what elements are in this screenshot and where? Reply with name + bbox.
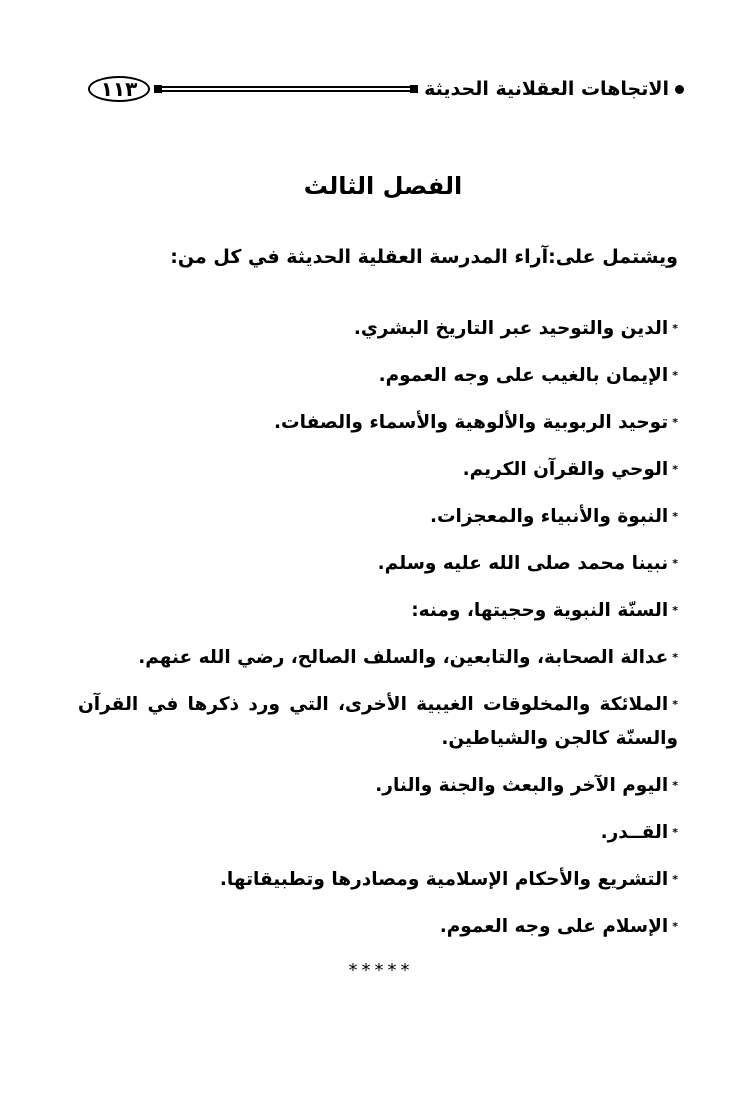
list-item bbox=[78, 359, 678, 393]
list-item bbox=[78, 594, 678, 628]
list-item-text: نبينا محمد صلى الله عليه وسلم. bbox=[377, 553, 669, 574]
asterisk-bullet-icon: * bbox=[672, 779, 678, 792]
list-item-text: النبوة والأنبياء والمعجزات. bbox=[429, 506, 669, 527]
list-item bbox=[78, 641, 678, 675]
list-item bbox=[78, 769, 678, 803]
asterisk-bullet-icon: * bbox=[672, 698, 678, 711]
list-item bbox=[78, 688, 678, 756]
list-item-text: الدين والتوحيد عبر التاريخ البشري. bbox=[353, 318, 669, 339]
asterisk-bullet-icon: * bbox=[672, 510, 678, 523]
header-double-line bbox=[162, 86, 410, 92]
asterisk-bullet-icon: * bbox=[672, 651, 678, 664]
page-header bbox=[88, 72, 684, 106]
list-item-text: الملائكة والمخلوقات الغيبية الأخرى، التي ورد ذكرها في القرآن والسنّة كالجن والشياطين. bbox=[78, 694, 678, 749]
list-item-text: عدالة الصحابة، والتابعين، والسلف الصالح، رضي الله عنهم. bbox=[138, 647, 669, 668]
closing-ornament: ***** bbox=[348, 960, 414, 981]
asterisk-bullet-icon: * bbox=[672, 369, 678, 382]
list-item bbox=[78, 547, 678, 581]
rule-square-right bbox=[410, 85, 418, 93]
list-item bbox=[78, 910, 678, 944]
asterisk-bullet-icon: * bbox=[672, 322, 678, 335]
list-item-text: السنّة النبوية وحجيتها، ومنه: bbox=[411, 600, 669, 621]
asterisk-bullet-icon: * bbox=[672, 463, 678, 476]
asterisk-bullet-icon: * bbox=[672, 416, 678, 429]
asterisk-bullet-icon: * bbox=[672, 557, 678, 570]
asterisk-bullet-icon: * bbox=[672, 826, 678, 839]
asterisk-bullet-icon: * bbox=[672, 920, 678, 933]
rule-square-left bbox=[154, 85, 162, 93]
list-item bbox=[78, 312, 678, 346]
chapter-title: الفصل الثالث bbox=[303, 172, 463, 200]
topic-list bbox=[78, 312, 678, 957]
list-item bbox=[78, 500, 678, 534]
header-rule bbox=[154, 85, 418, 93]
running-head bbox=[424, 78, 684, 100]
list-item bbox=[78, 406, 678, 440]
list-item-text: الوحي والقرآن الكريم. bbox=[462, 459, 669, 480]
asterisk-bullet-icon: * bbox=[672, 873, 678, 886]
chapter-intro: ويشتمل على:آراء المدرسة العقلية الحديثة في كل من: bbox=[170, 246, 678, 268]
list-item bbox=[78, 863, 678, 897]
list-item-text: اليوم الآخر والبعث والجنة والنار. bbox=[375, 775, 669, 796]
list-item bbox=[78, 453, 678, 487]
page-number: ١١٣ bbox=[88, 76, 150, 102]
list-item-text: الإيمان بالغيب على وجه العموم. bbox=[378, 365, 669, 386]
asterisk-bullet-icon: * bbox=[672, 604, 678, 617]
list-item-text: الإسلام على وجه العموم. bbox=[439, 916, 669, 937]
list-item-text: توحيد الربوبية والألوهية والأسماء والصفات. bbox=[274, 412, 669, 433]
list-item bbox=[78, 816, 678, 850]
running-head-title: الاتجاهات العقلانية الحديثة bbox=[424, 78, 669, 100]
bullet-dot-icon bbox=[675, 85, 684, 94]
list-item-text: القــدر. bbox=[600, 822, 669, 843]
list-item-text: التشريع والأحكام الإسلامية ومصادرها وتطبيقاتها. bbox=[219, 869, 669, 890]
